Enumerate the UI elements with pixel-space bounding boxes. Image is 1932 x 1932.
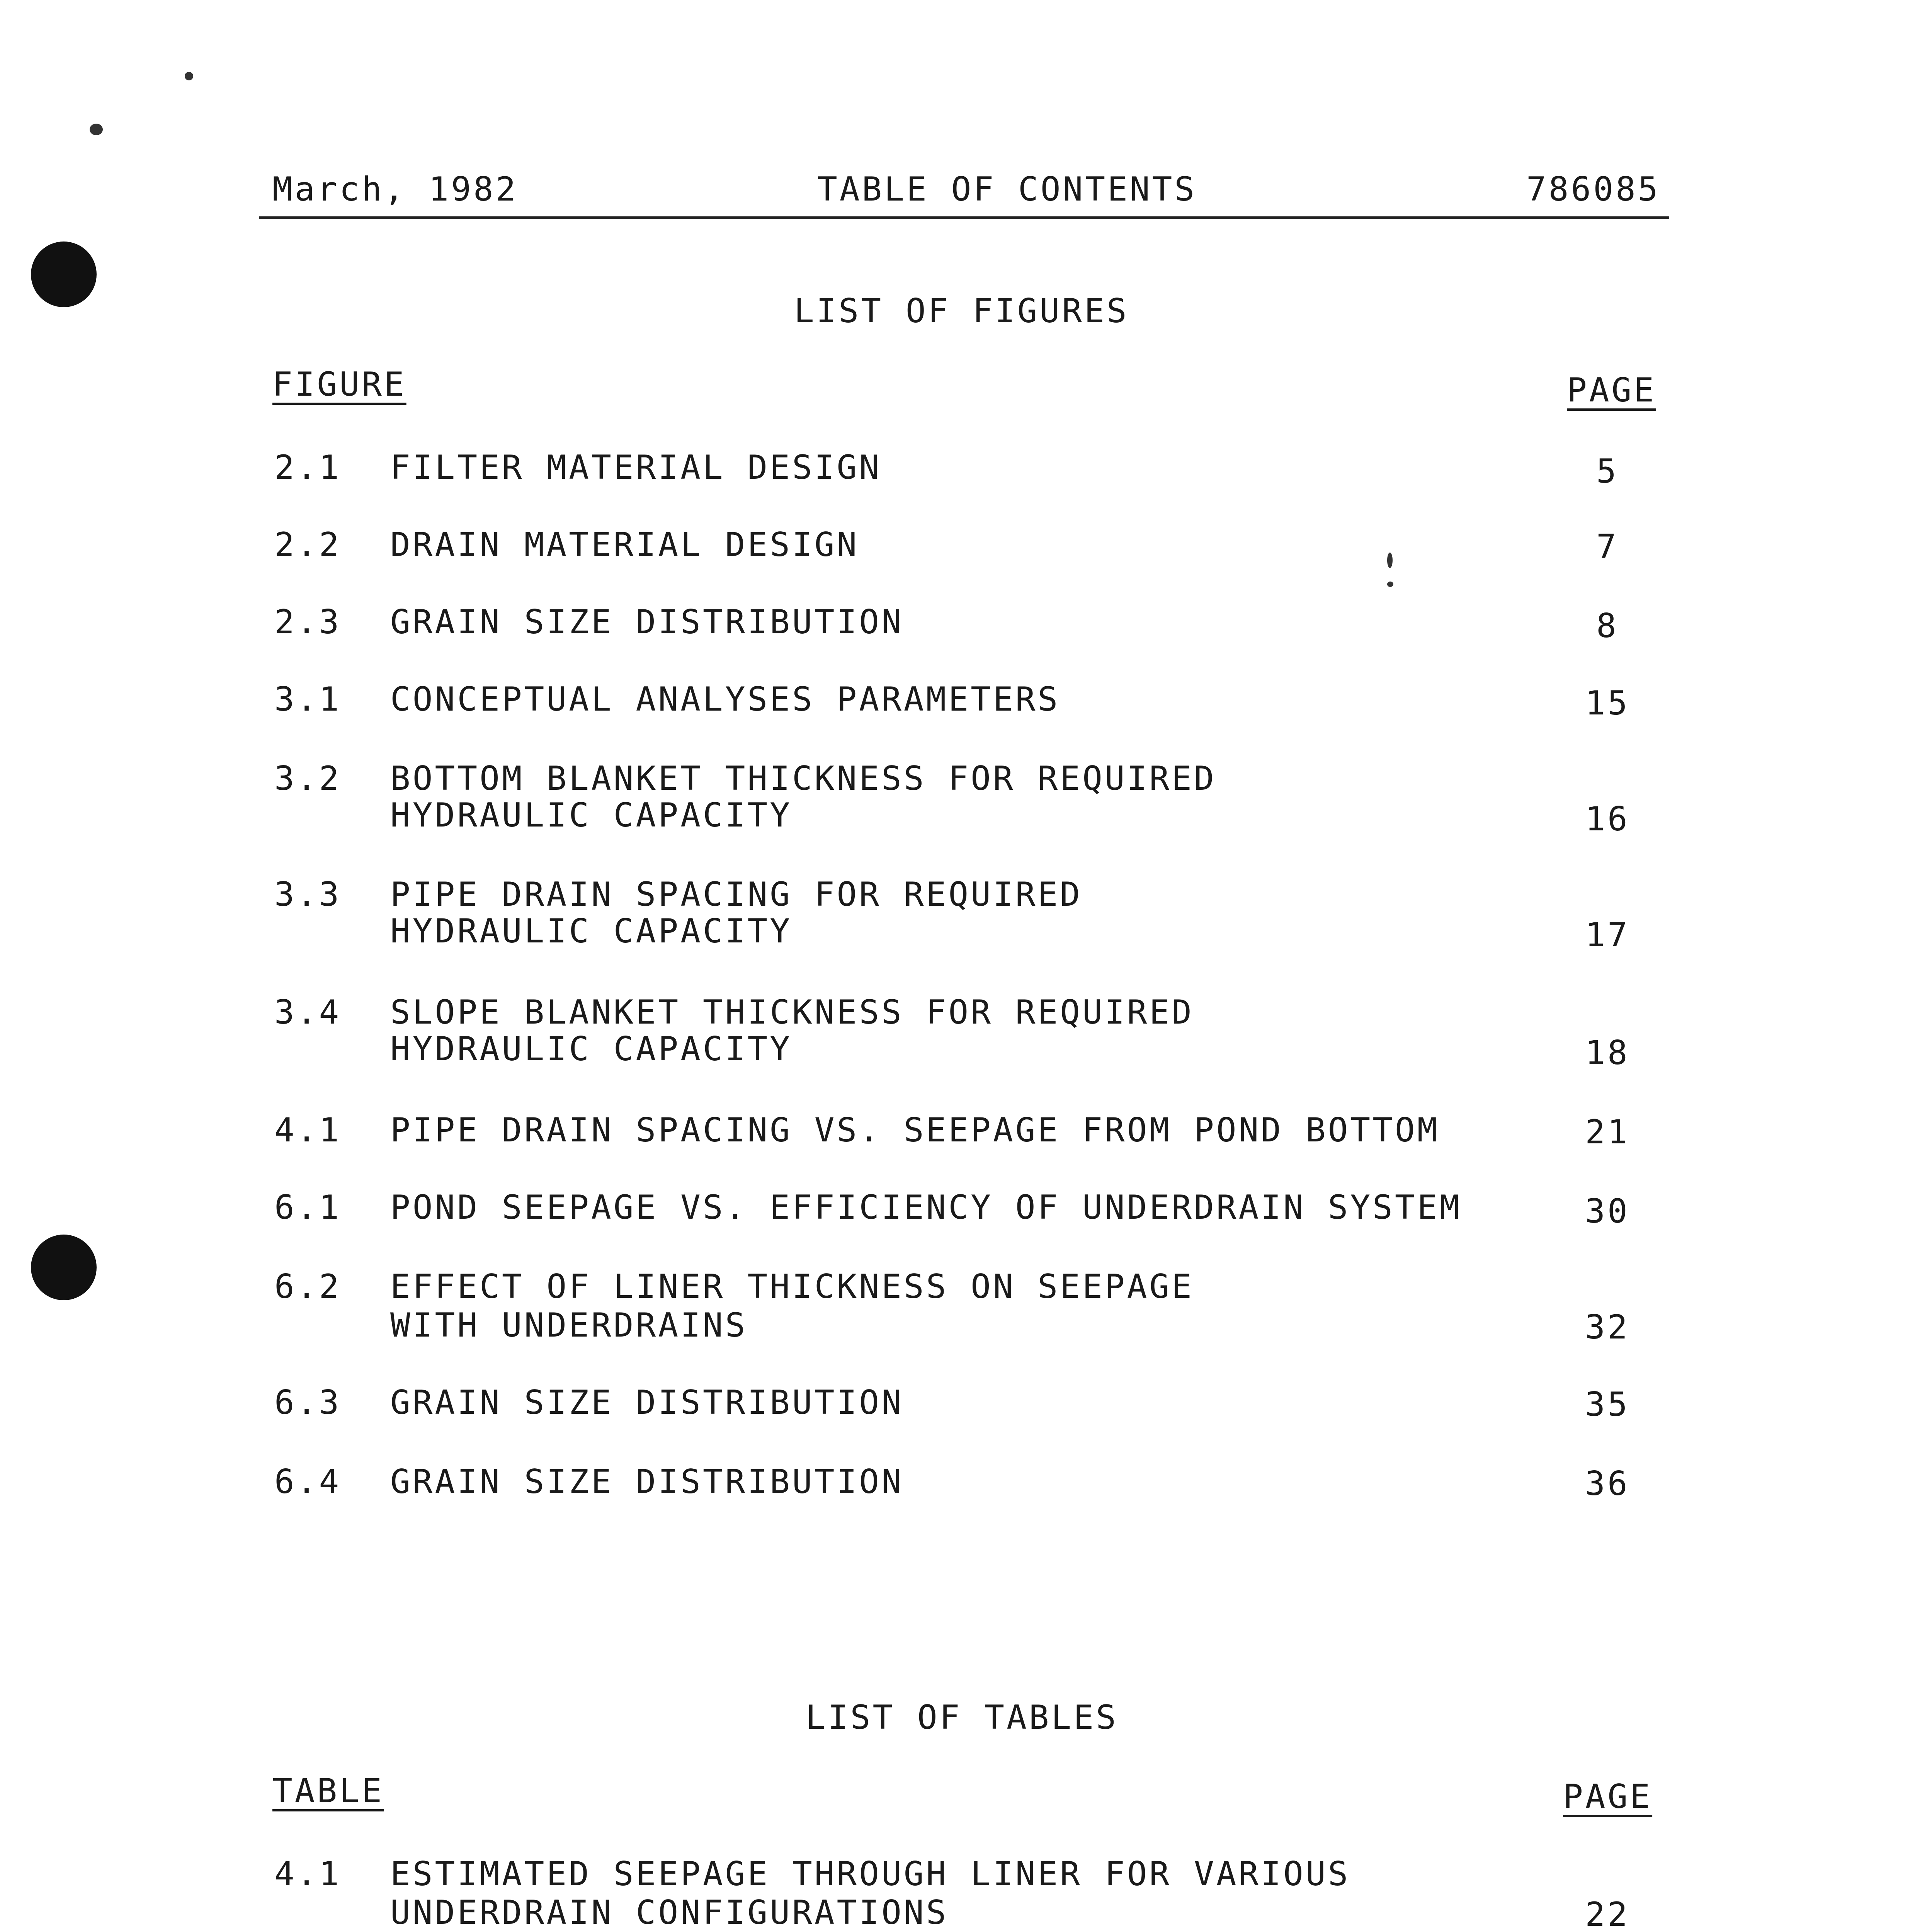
entry-title: EFFECT OF LINER THICKNESS ON SEEPAGE <box>390 1267 1194 1306</box>
binder-hole <box>31 242 97 307</box>
entry-number: 2.1 <box>274 448 342 487</box>
entry-page: 30 <box>1585 1192 1630 1231</box>
entry-page: 22 <box>1585 1895 1630 1932</box>
entry-page: 16 <box>1585 800 1630 838</box>
scan-speck <box>90 124 103 135</box>
scan-speck <box>185 72 193 80</box>
entry-title: CONCEPTUAL ANALYSES PARAMETERS <box>390 680 1060 719</box>
entry-page: 5 <box>1596 452 1619 491</box>
entry-title-continued: HYDRAULIC CAPACITY <box>390 1030 792 1068</box>
tables-page-label: PAGE <box>1563 1777 1653 1816</box>
entry-number: 4.1 <box>274 1855 342 1893</box>
header-rule <box>259 216 1669 219</box>
scan-speck <box>1387 553 1393 568</box>
entry-page: 15 <box>1585 684 1630 723</box>
entry-number: 6.4 <box>274 1463 342 1501</box>
entry-title: GRAIN SIZE DISTRIBUTION <box>390 603 904 641</box>
entry-number: 3.4 <box>274 993 342 1032</box>
entry-page: 32 <box>1585 1308 1630 1347</box>
entry-title: PIPE DRAIN SPACING FOR REQUIRED <box>390 875 1083 914</box>
entry-title: GRAIN SIZE DISTRIBUTION <box>390 1463 904 1501</box>
entry-title: POND SEEPAGE VS. EFFICIENCY OF UNDERDRAIN SYSTEM <box>390 1188 1462 1227</box>
entry-title: PIPE DRAIN SPACING VS. SEEPAGE FROM POND BOTTOM <box>390 1111 1440 1150</box>
entry-number: 2.2 <box>274 526 342 564</box>
entry-title-continued: HYDRAULIC CAPACITY <box>390 912 792 951</box>
entry-number: 4.1 <box>274 1111 342 1150</box>
entry-title: ESTIMATED SEEPAGE THROUGH LINER FOR VARIOUS <box>390 1855 1350 1893</box>
entry-title: GRAIN SIZE DISTRIBUTION <box>390 1383 904 1422</box>
entry-title-continued: UNDERDRAIN CONFIGURATIONS <box>390 1893 949 1932</box>
binder-hole <box>31 1235 97 1300</box>
entry-page: 18 <box>1585 1034 1630 1072</box>
entry-title-continued: WITH UNDERDRAINS <box>390 1306 748 1345</box>
entry-title: SLOPE BLANKET THICKNESS FOR REQUIRED <box>390 993 1194 1032</box>
entry-number: 3.1 <box>274 680 342 719</box>
entry-page: 21 <box>1585 1113 1630 1151</box>
entry-page: 17 <box>1585 916 1630 954</box>
header-date: March, 1982 <box>272 170 518 209</box>
entry-title: FILTER MATERIAL DESIGN <box>390 448 882 487</box>
figures-section-title: LIST OF FIGURES <box>794 292 1129 330</box>
header-title: TABLE OF CONTENTS <box>817 170 1197 209</box>
figures-column-label: FIGURE <box>272 365 406 404</box>
entry-number: 3.3 <box>274 875 342 914</box>
entry-number: 3.2 <box>274 759 342 798</box>
entry-page: 7 <box>1596 527 1619 566</box>
header-doc-number: 786085 <box>1526 170 1660 209</box>
entry-number: 2.3 <box>274 603 342 641</box>
figures-page-label: PAGE <box>1567 371 1656 410</box>
entry-title: DRAIN MATERIAL DESIGN <box>390 526 859 564</box>
entry-number: 6.2 <box>274 1267 342 1306</box>
entry-page: 36 <box>1585 1464 1630 1503</box>
tables-section-title: LIST OF TABLES <box>806 1698 1118 1737</box>
entry-title-continued: HYDRAULIC CAPACITY <box>390 796 792 835</box>
entry-page: 8 <box>1596 607 1619 645</box>
entry-number: 6.3 <box>274 1383 342 1422</box>
entry-title: BOTTOM BLANKET THICKNESS FOR REQUIRED <box>390 759 1216 798</box>
entry-number: 6.1 <box>274 1188 342 1227</box>
entry-page: 35 <box>1585 1385 1630 1424</box>
scan-speck <box>1387 582 1393 587</box>
tables-column-label: TABLE <box>272 1772 384 1810</box>
